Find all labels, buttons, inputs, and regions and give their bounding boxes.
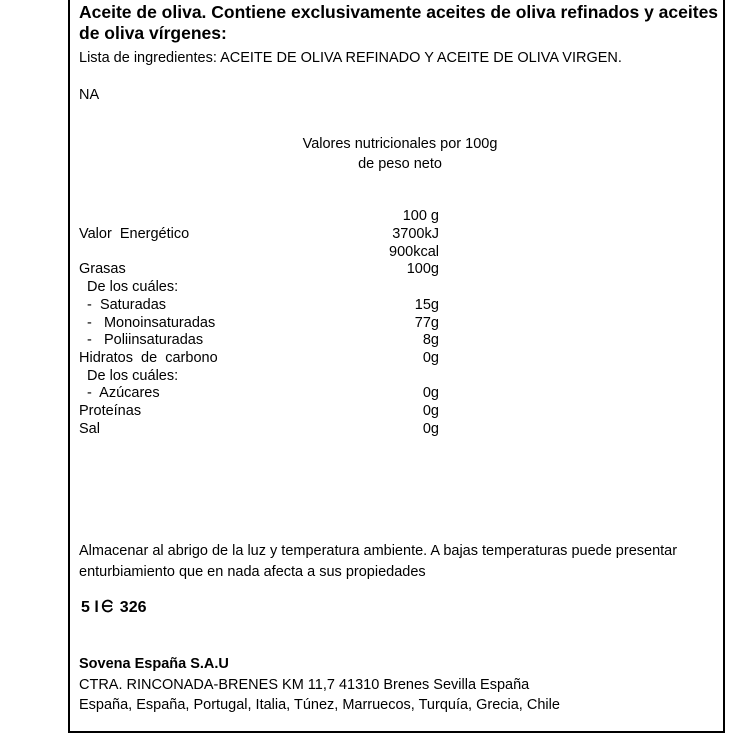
nutrition-row	[79, 367, 439, 385]
nutrition-row-label: - Monoinsaturadas	[79, 314, 216, 331]
nutrition-row-label: Grasas	[79, 261, 126, 278]
nutrition-row-label: Proteínas	[79, 403, 142, 419]
nutrition-column-header-row	[79, 207, 439, 225]
nutrition-row-value: 0g	[422, 403, 439, 419]
storage-instructions: Almacenar al abrigo de la luz y temperatura ambiente. A bajas temperaturas puede presentar enturbiamiento que en nada afecta a sus propiedades	[79, 543, 678, 580]
origin-countries: España, España, Portugal, Italia, Túnez, Marruecos, Turquía, Grecia, Chile	[79, 697, 560, 713]
nutrition-row-value: 0g	[422, 385, 439, 402]
nutrition-row	[79, 243, 439, 261]
nutrition-row-value: 100g	[406, 261, 439, 278]
company-address: CTRA. RINCONADA-BRENES KM 11,7 41310 Brenes Sevilla España	[79, 677, 530, 693]
nutrition-row-label: - Poliinsaturadas	[79, 332, 204, 349]
nutrition-row	[79, 314, 439, 332]
nutrition-row-value: 8g	[422, 332, 439, 349]
nutrition-row	[79, 225, 439, 243]
nutrition-row-value: 0g	[422, 420, 439, 437]
nutrition-row-value: 0g	[422, 349, 439, 366]
nutrition-row-label: De los cuáles:	[79, 367, 179, 384]
nutrition-row-label: Valor Energético	[79, 226, 190, 242]
company-name: Sovena España S.A.U	[79, 656, 229, 672]
nutrition-row	[79, 278, 439, 296]
volume-code: 326	[119, 599, 147, 616]
nutrition-row	[79, 349, 439, 367]
nutrition-row-label: Hidratos de carbono	[79, 349, 218, 366]
nutrition-row-label: - Saturadas	[79, 296, 167, 313]
nutrition-row	[79, 384, 439, 402]
net-volume	[81, 599, 147, 617]
nutrition-row-value: 900kcal	[389, 243, 439, 260]
estimated-sign-icon	[101, 599, 114, 613]
nutrition-header: Valores nutricionales por 100g de peso neto	[302, 136, 498, 172]
nutrition-row-label: Sal	[79, 420, 100, 437]
nutrition-row-value: 77g	[414, 314, 439, 331]
nutrition-row-label: De los cuáles:	[79, 279, 179, 296]
nutrition-row	[79, 296, 439, 314]
nutrition-row-value: 15g	[414, 296, 439, 313]
product-title: Aceite de oliva. Contiene exclusivamente aceites de oliva refinados y aceites de oliva vírgenes:	[79, 2, 719, 43]
volume-quantity: 5 l	[81, 599, 99, 616]
nutrition-row-value: 3700kJ	[392, 226, 439, 242]
nutrition-row	[79, 260, 439, 278]
ingredients-list: Lista de ingredientes: ACEITE DE OLIVA REFINADO Y ACEITE DE OLIVA VIRGEN.	[79, 50, 622, 66]
nutrition-row	[79, 420, 439, 438]
nutrition-row-label: - Azúcares	[79, 385, 160, 402]
na-note: NA	[79, 87, 100, 103]
nutrition-row	[79, 331, 439, 349]
nutrition-row	[79, 402, 439, 420]
nutrition-column-header: 100 g	[402, 208, 439, 224]
